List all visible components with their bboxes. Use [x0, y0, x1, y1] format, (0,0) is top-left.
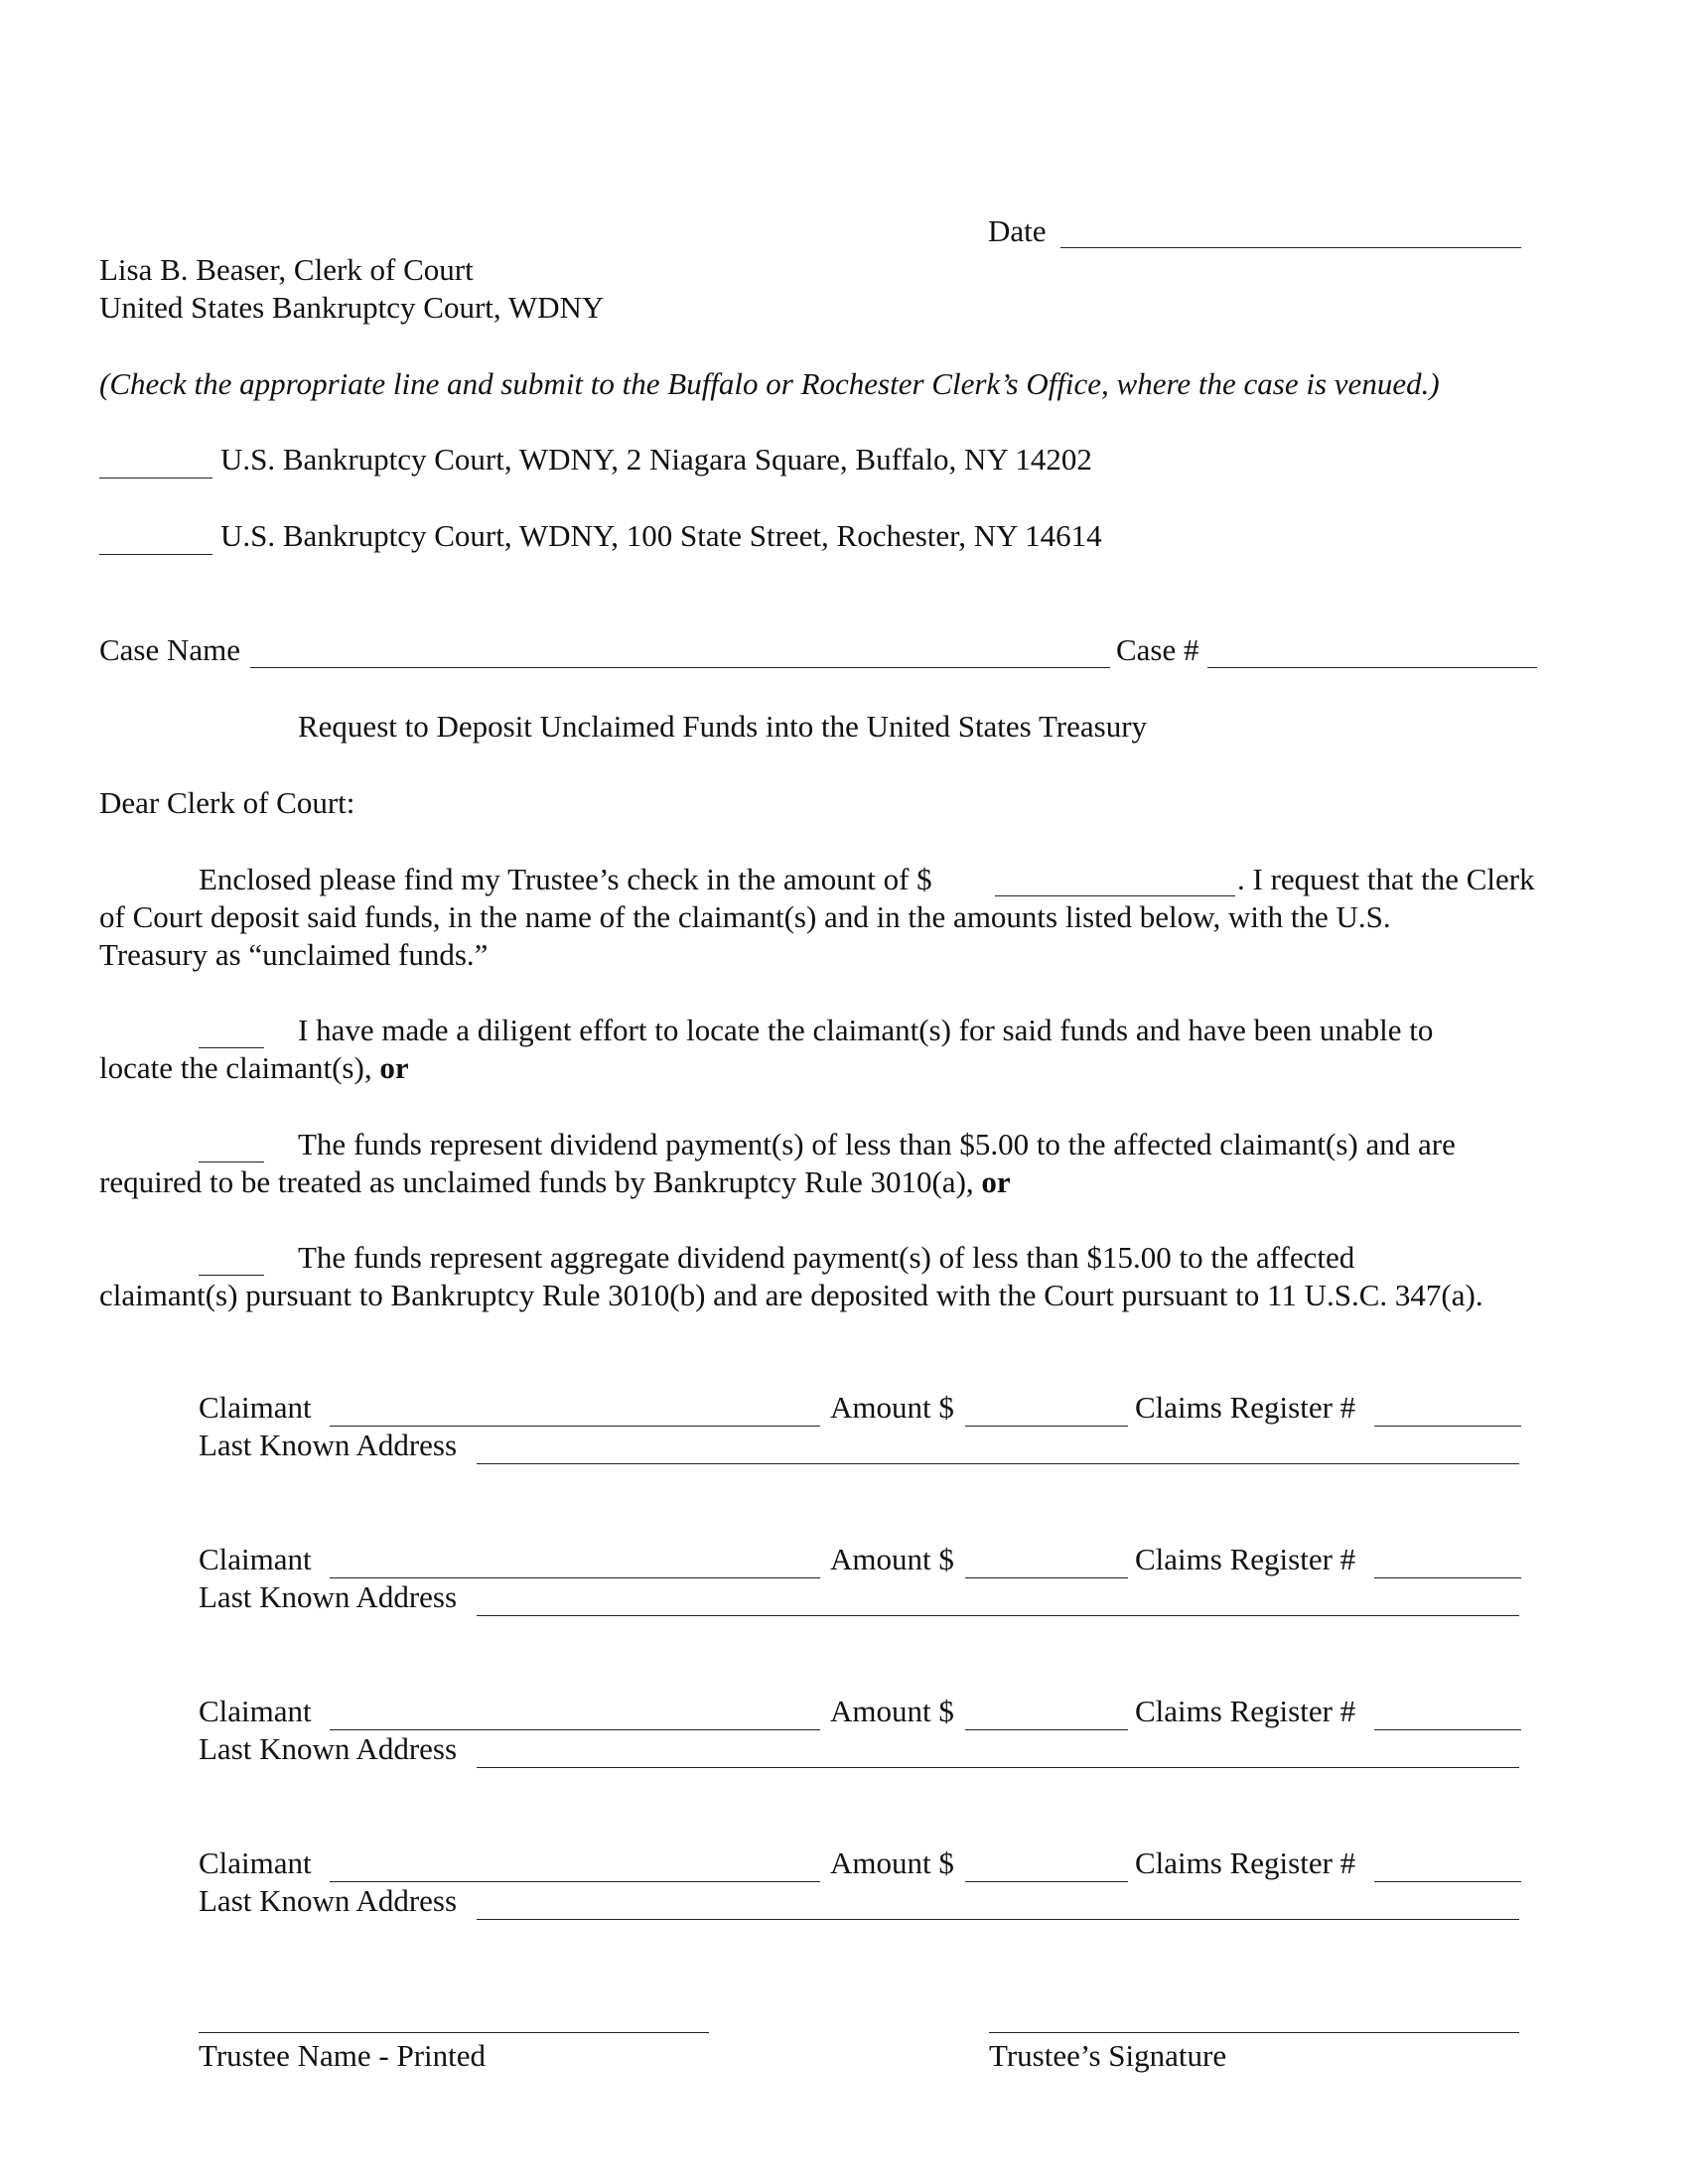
amount-field[interactable]: [965, 1426, 1128, 1427]
office-rochester: U.S. Bankruptcy Court, WDNY, 100 State Street, Rochester, NY 14614: [220, 518, 1102, 553]
claims-register-label: Claims Register #: [1135, 1845, 1356, 1880]
claims-register-field[interactable]: [1374, 1577, 1521, 1578]
option-1-line2-text: locate the claimant(s),: [99, 1050, 380, 1085]
claimant-label: Claimant: [199, 1390, 312, 1425]
instruction-text: (Check the appropriate line and submit to the Buffalo or Rochester Clerk’s Office, where the case is venued.): [99, 366, 1440, 401]
option-3-line1: The funds represent aggregate dividend payment(s) of less than $15.00 to the affected: [298, 1240, 1355, 1275]
body-p1-start: Enclosed please find my Trustee’s check in the amount of $: [199, 862, 932, 896]
address-field[interactable]: [477, 1463, 1519, 1464]
date-field[interactable]: [1060, 247, 1521, 248]
claims-register-field[interactable]: [1374, 1729, 1521, 1730]
option-1-line2: [99, 1049, 409, 1087]
case-number-field[interactable]: [1207, 667, 1537, 668]
document-title: Request to Deposit Unclaimed Funds into the United States Treasury: [298, 709, 1148, 744]
trustee-signature-field[interactable]: [989, 2032, 1519, 2033]
address-label: Last Known Address: [199, 1579, 458, 1614]
option-2-line2-text: required to be treated as unclaimed funds by Bankruptcy Rule 3010(a),: [99, 1164, 982, 1199]
case-number-label: Case #: [1116, 632, 1199, 667]
claimant-label: Claimant: [199, 1542, 312, 1576]
claims-register-label: Claims Register #: [1135, 1542, 1356, 1576]
amount-field[interactable]: [965, 1577, 1128, 1578]
court-name: United States Bankruptcy Court, WDNY: [99, 290, 605, 325]
amount-label: Amount $: [830, 1542, 954, 1576]
option-3-check-line[interactable]: [199, 1275, 264, 1276]
address-label: Last Known Address: [199, 1731, 458, 1766]
check-amount-field[interactable]: [995, 895, 1235, 896]
claims-register-label: Claims Register #: [1135, 1694, 1356, 1728]
trustee-signature-label: Trustee’s Signature: [989, 2038, 1227, 2073]
option-2-conjunction: or: [981, 1164, 1011, 1199]
salutation: Dear Clerk of Court:: [99, 785, 355, 820]
trustee-name-field[interactable]: [199, 2032, 709, 2033]
office-buffalo: U.S. Bankruptcy Court, WDNY, 2 Niagara Square, Buffalo, NY 14202: [220, 442, 1092, 477]
case-name-label: Case Name: [99, 632, 241, 667]
address-field[interactable]: [477, 1919, 1519, 1920]
address-label: Last Known Address: [199, 1883, 458, 1918]
claimant-label: Claimant: [199, 1694, 312, 1728]
option-1-line1: I have made a diligent effort to locate the claimant(s) for said funds and have been unable to: [298, 1013, 1434, 1047]
clerk-name: Lisa B. Beaser, Clerk of Court: [99, 252, 474, 287]
option-2-line2: [99, 1163, 1011, 1201]
option-2-check-line[interactable]: [199, 1161, 264, 1162]
address-label: Last Known Address: [199, 1428, 458, 1462]
rochester-check-line[interactable]: [99, 554, 212, 555]
body-p1-line2: of Court deposit said funds, in the name of the claimant(s) and in the amounts listed below, with the U.S.: [99, 899, 1391, 934]
option-2-line1: The funds represent dividend payment(s) of less than $5.00 to the affected claimant(s) and are: [298, 1127, 1456, 1161]
claimant-label: Claimant: [199, 1845, 312, 1880]
amount-field[interactable]: [965, 1881, 1128, 1882]
address-field[interactable]: [477, 1767, 1519, 1768]
option-3-line2: claimant(s) pursuant to Bankruptcy Rule 3010(b) and are deposited with the Court pursuant to 11 U.S.C. 347(a).: [99, 1278, 1483, 1312]
amount-label: Amount $: [830, 1390, 954, 1425]
body-p1-line3: Treasury as “unclaimed funds.”: [99, 937, 489, 972]
amount-label: Amount $: [830, 1845, 954, 1880]
amount-field[interactable]: [965, 1729, 1128, 1730]
claims-register-field[interactable]: [1374, 1881, 1521, 1882]
body-p1-mid: . I request that the Clerk: [1237, 862, 1535, 896]
claims-register-field[interactable]: [1374, 1426, 1521, 1427]
date-label: Date: [988, 213, 1047, 248]
option-1-check-line[interactable]: [199, 1047, 264, 1048]
amount-label: Amount $: [830, 1694, 954, 1728]
claims-register-label: Claims Register #: [1135, 1390, 1356, 1425]
trustee-name-label: Trustee Name - Printed: [199, 2038, 487, 2073]
option-1-conjunction: or: [379, 1050, 409, 1085]
address-field[interactable]: [477, 1615, 1519, 1616]
case-name-field[interactable]: [250, 667, 1110, 668]
